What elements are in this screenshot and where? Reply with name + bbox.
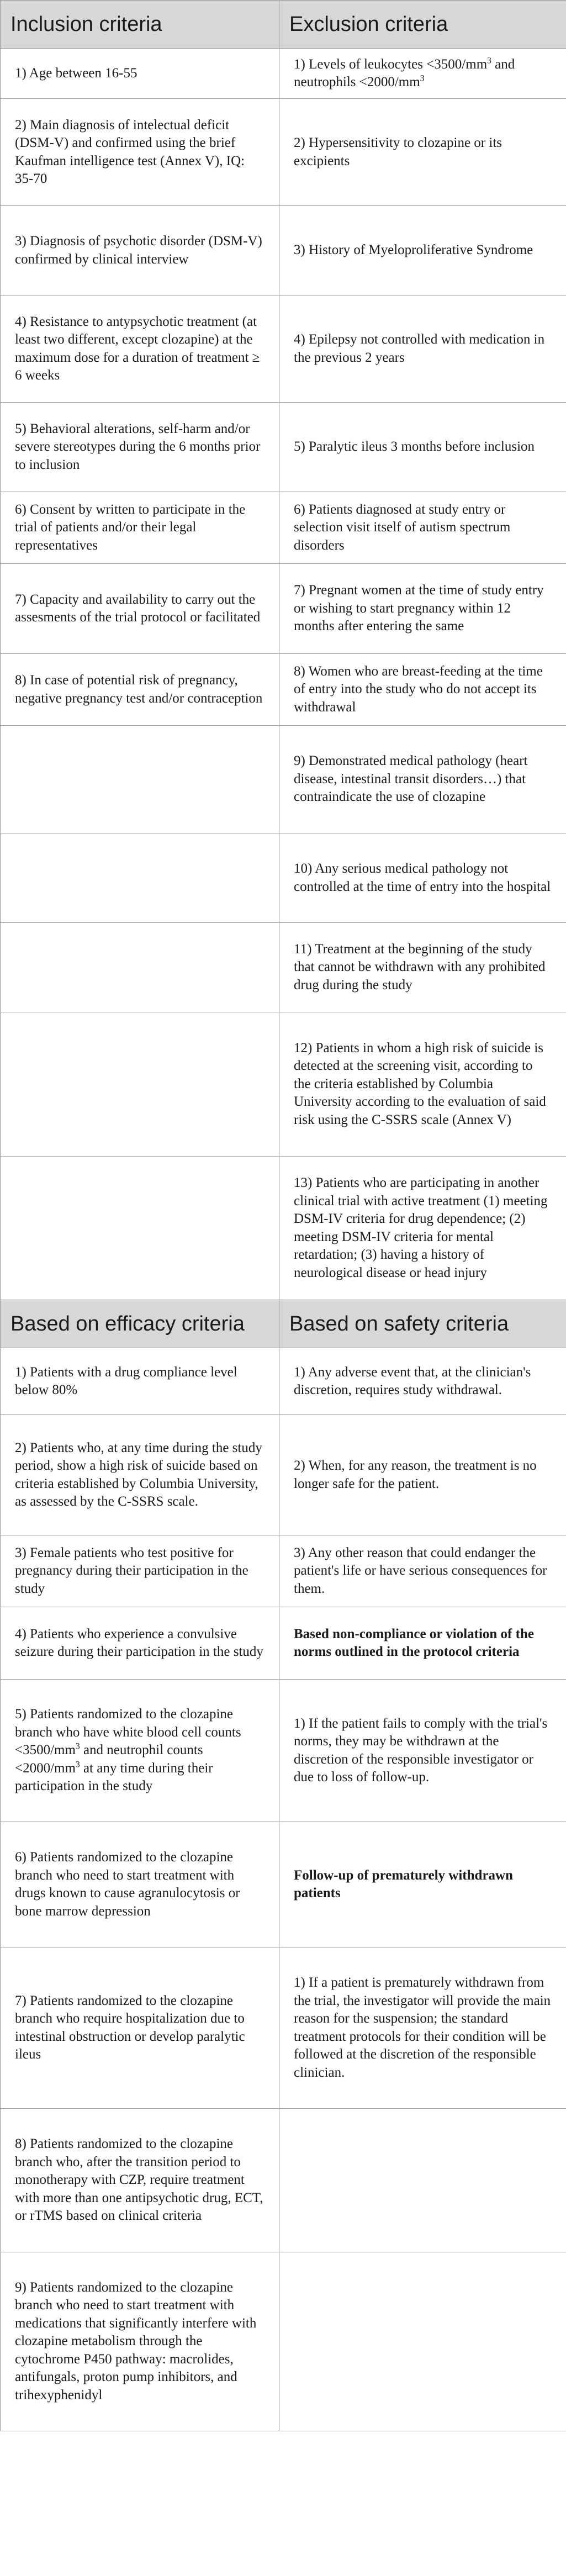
- efficacy-cell: 3) Female patients who test positive for pregnancy during their participation in the study: [1, 1535, 279, 1607]
- inclusion-cell: 1) Age between 16-55: [1, 49, 279, 99]
- withdrawal-header-row: [1, 1300, 566, 1348]
- inclusion-cell: 6) Consent by written to participate in the trial of patients and/or their legal representatives: [1, 492, 279, 564]
- exclusion-cell: 4) Epilepsy not controlled with medication in the previous 2 years: [279, 295, 566, 403]
- table-row: [1, 1415, 566, 1535]
- exclusion-cell: 6) Patients diagnosed at study entry or selection visit itself of autism spectrum disorders: [279, 492, 566, 564]
- exclusion-cell: 8) Women who are breast-feeding at the time of entry into the study who do not accept its withdrawal: [279, 654, 566, 726]
- inclusion-cell: [1, 1012, 279, 1157]
- table-row: [1, 49, 566, 99]
- safety-criteria-header: Based on safety criteria: [279, 1300, 566, 1348]
- table-row: [1, 654, 566, 726]
- table-row: [1, 1348, 566, 1415]
- inclusion-cell: [1, 726, 279, 833]
- inclusion-cell: 3) Diagnosis of psychotic disorder (DSM-V) confirmed by clinical interview: [1, 206, 279, 295]
- table-row: [1, 1822, 566, 1947]
- table-row: [1, 99, 566, 206]
- efficacy-cell: 9) Patients randomized to the clozapine branch who need to start treatment with medications that significantly interfere with clozapine metabolism through the cytochrome P450 pathway: macrolides, antifungals, proton pump inhibitors, and trihexyphenidyl: [1, 2252, 279, 2431]
- exclusion-cell: 10) Any serious medical pathology not controlled at the time of entry into the hospital: [279, 833, 566, 923]
- safety-cell: 2) When, for any reason, the treatment is no longer safe for the patient.: [279, 1415, 566, 1535]
- inclusion-criteria-header: Inclusion criteria: [1, 1, 279, 49]
- efficacy-cell: 6) Patients randomized to the clozapine branch who need to start treatment with drugs known to cause agranulocytosis or bone marrow depression: [1, 1822, 279, 1947]
- table-row: [1, 923, 566, 1012]
- efficacy-cell: 7) Patients randomized to the clozapine branch who require hospitalization due to intestinal obstruction or develop paralytic ileus: [1, 1947, 279, 2109]
- table-row: [1, 1607, 566, 1680]
- safety-cell: [279, 2109, 566, 2252]
- safety-cell: 3) Any other reason that could endanger the patient's life or have serious consequences for them.: [279, 1535, 566, 1607]
- exclusion-cell: 1) Levels of leukocytes $<3500/mm^3$ and neutrophils $<2000/mm^3$: [279, 49, 566, 99]
- table-row: [1, 1680, 566, 1822]
- exclusion-cell: 2) Hypersensitivity to clozapine or its excipients: [279, 99, 566, 206]
- protocol-noncompliance-subheading: Based non-compliance or violation of the norms outlined in the protocol criteria: [279, 1607, 566, 1680]
- safety-cell: 1) If a patient is prematurely withdrawn from the trial, the investigator will provide the main reason for the suspension; the standard treatment protocols for their condition will be followed at the discretion of the responsible clinician.: [279, 1947, 566, 2109]
- table-row: [1, 564, 566, 654]
- inclusion-cell: [1, 923, 279, 1012]
- exclusion-cell: 3) History of Myeloproliferative Syndrome: [279, 206, 566, 295]
- table-row: [1, 2252, 566, 2431]
- efficacy-cell: 2) Patients who, at any time during the study period, show a high risk of suicide based on criteria established by Columbia University, as assessed by the C-SSRS scale.: [1, 1415, 279, 1535]
- table-row: [1, 2109, 566, 2252]
- exclusion-cell: 12) Patients in whom a high risk of suicide is detected at the screening visit, according to the criteria established by Columbia University according to the evaluation of said risk using the C-SSRS scale (Annex V): [279, 1012, 566, 1157]
- efficacy-cell: 8) Patients randomized to the clozapine branch who, after the transition period to monotherapy with CZP, require treatment with more than one antipsychotic drug, ECT, or rTMS based on clinical criteria: [1, 2109, 279, 2252]
- inclusion-cell: [1, 833, 279, 923]
- table-row: [1, 403, 566, 492]
- table-row: [1, 295, 566, 403]
- table-row: [1, 1535, 566, 1607]
- table-row: [1, 1012, 566, 1157]
- exclusion-cell: 11) Treatment at the beginning of the study that cannot be withdrawn with any prohibited drug during the study: [279, 923, 566, 1012]
- inclusion-cell: 4) Resistance to antypsychotic treatment (at least two different, except clozapine) at the maximum dose for a duration of treatment ≥ 6 weeks: [1, 295, 279, 403]
- efficacy-cell: 1) Patients with a drug compliance level below 80%: [1, 1348, 279, 1415]
- exclusion-cell: 9) Demonstrated medical pathology (heart disease, intestinal transit disorders…) that contraindicate the use of clozapine: [279, 726, 566, 833]
- table-header-row: [1, 1, 566, 49]
- safety-cell: [279, 2252, 566, 2431]
- exclusion-cell: 5) Paralytic ileus 3 months before inclusion: [279, 403, 566, 492]
- exclusion-cell: 13) Patients who are participating in another clinical trial with active treatment (1) meeting DSM-IV criteria for drug dependence; (2) meeting DSM-IV criteria for mental retardation; (3) having a history of neurological disease or head injury: [279, 1157, 566, 1300]
- inclusion-cell: 7) Capacity and availability to carry out the assesments of the trial protocol or facilitated: [1, 564, 279, 654]
- table-row: [1, 206, 566, 295]
- table-row: [1, 833, 566, 923]
- safety-cell: 1) If the patient fails to comply with the trial's norms, they may be withdrawn at the discretion of the responsible investigator or due to loss of follow-up.: [279, 1680, 566, 1822]
- inclusion-cell: 8) In case of potential risk of pregnancy, negative pregnancy test and/or contraception: [1, 654, 279, 726]
- table-row: [1, 1157, 566, 1300]
- efficacy-cell: 5) Patients randomized to the clozapine branch who have white blood cell counts $<3500/mm^3$ and neutrophil counts $<2000/mm^3$ at any time during their participation in the study: [1, 1680, 279, 1822]
- table-row: [1, 492, 566, 564]
- exclusion-criteria-header: Exclusion criteria: [279, 1, 566, 49]
- inclusion-cell: 5) Behavioral alterations, self-harm and/or severe stereotypes during the 6 months prior to inclusion: [1, 403, 279, 492]
- efficacy-cell: 4) Patients who experience a convulsive seizure during their participation in the study: [1, 1607, 279, 1680]
- follow-up-subheading: Follow-up of prematurely withdrawn patients: [279, 1822, 566, 1947]
- safety-cell: 1) Any adverse event that, at the clinician's discretion, requires study withdrawal.: [279, 1348, 566, 1415]
- inclusion-cell: [1, 1157, 279, 1300]
- inclusion-cell: 2) Main diagnosis of intelectual deficit (DSM-V) and confirmed using the brief Kaufman intelligence test (Annex V), IQ: 35-70: [1, 99, 279, 206]
- efficacy-criteria-header: Based on efficacy criteria: [1, 1300, 279, 1348]
- table-row: [1, 726, 566, 833]
- table-row: [1, 1947, 566, 2109]
- exclusion-cell: 7) Pregnant women at the time of study entry or wishing to start pregnancy within 12 months after entering the same: [279, 564, 566, 654]
